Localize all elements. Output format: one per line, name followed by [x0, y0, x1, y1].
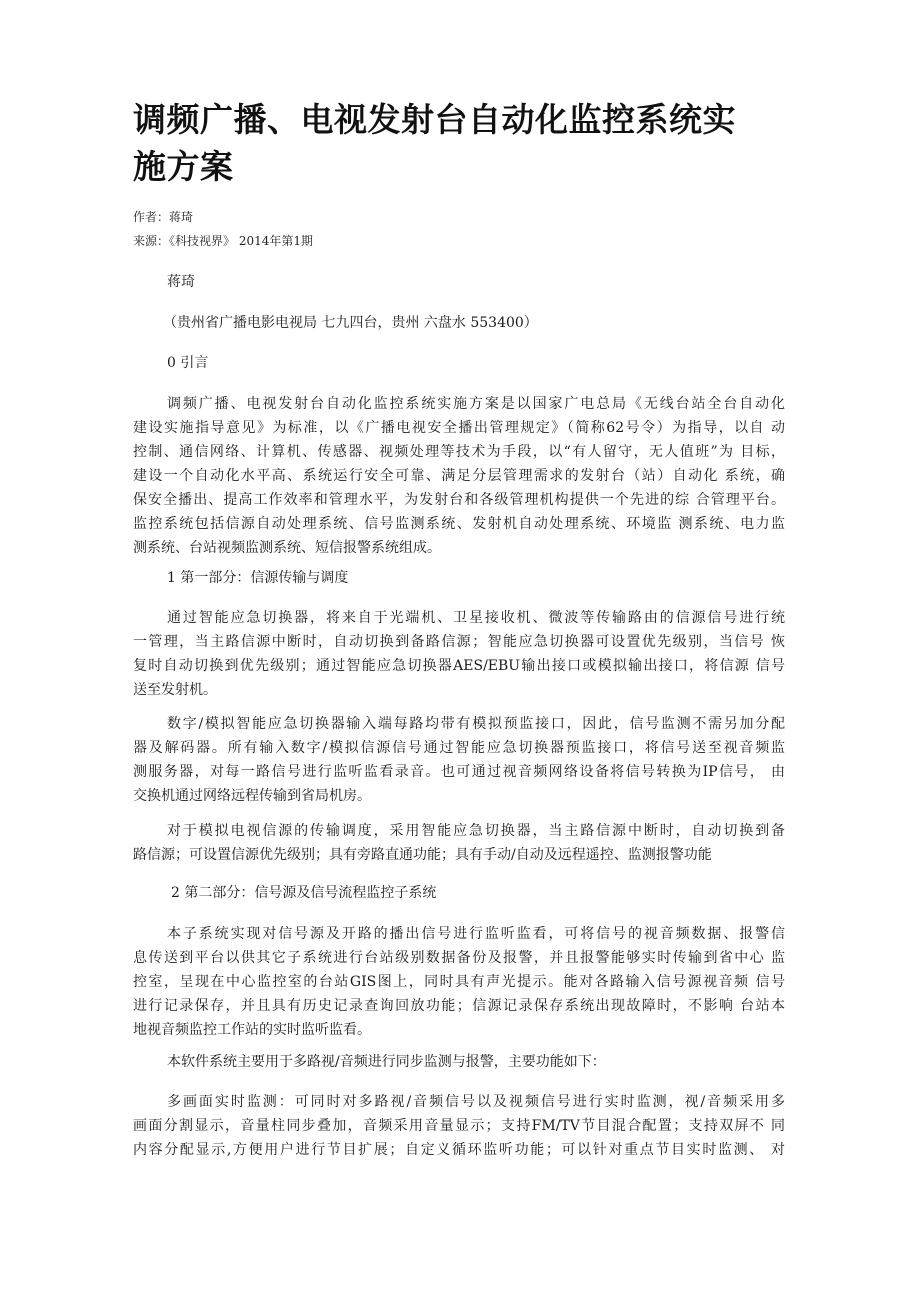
- title-line-1: 调频广播、电视发射台自动化监控系统实: [133, 100, 736, 139]
- affiliation: （贵州省广播电影电视局 七九四台，贵州 六盘水 553400）: [163, 315, 538, 331]
- paragraph-line: 保安全播出、提高工作效率和管理水平，为发射台和各级管理机构提供一个先进的综 合管理平台。: [133, 492, 785, 508]
- title-line-2: 施方案: [133, 147, 234, 186]
- paragraph-multiscreen: [133, 1090, 785, 1162]
- paragraph-line: 本子系统实现对信号源及开路的播出信号进行监听监看，可将信号的视音频数据、报警信: [167, 926, 785, 942]
- paragraph-line: 通过智能应急切换器，将来自于光端机、卫星接收机、微波等传输路由的信源信号进行统: [167, 610, 785, 626]
- paragraph-line: 多画面实时监测：可同时对多路视/音频信号以及视频信号进行实时监测，视/音频采用多: [167, 1094, 785, 1110]
- author-line: 作者：蒋琦: [133, 210, 194, 224]
- author-name: 蒋琦: [167, 274, 195, 290]
- paragraph-line: 建设实施指导意见》为标准，以《广播电视安全播出管理规定》（简称62号令）为指导，以自 动: [133, 420, 785, 436]
- paragraph-line: 监控系统包括信源自动处理系统、信号监测系统、发射机自动处理系统、环境监 测系统、电力监: [133, 516, 785, 532]
- paragraph-line: 数字/模拟智能应急切换器输入端每路均带有模拟预监接口，因此，信号监测不需另加分配: [167, 716, 785, 732]
- paragraph-line: 测系统、台站视频监测系统、短信报警系统组成。: [133, 540, 441, 556]
- source-line: 来源：《科技视界》 2014年第1期: [133, 234, 313, 248]
- paragraph-line: 地视音频监控工作站的实时监听监看。: [133, 1022, 371, 1038]
- paragraph-line: 调频广播、电视发射台自动化监控系统实施方案是以国家广电总局《无线台站全台自动化: [167, 396, 785, 412]
- paragraph-line: 一管理，当主路信源中断时，自动切换到备路信源；智能应急切换器可设置优先级别，当信号 恢: [133, 634, 785, 650]
- paragraph-line: 交换机通过网络远程传输到省局机房。: [133, 788, 371, 804]
- section-heading-part1: 1 第一部分：信源传输与调度: [167, 570, 349, 586]
- paragraph-line: 对于模拟电视信源的传输调度，采用智能应急切换器，当主路信源中断时，自动切换到备: [167, 823, 785, 839]
- paragraph-software-intro: 本软件系统主要用于多路视/音频进行同步监测与报警，主要功能如下：: [167, 1054, 606, 1070]
- paragraph-part1-c: [133, 819, 785, 867]
- paragraph-line: 测服务器，对每一路信号进行监听监看录音。也可通过视音频网络设备将信号转换为IP信号， 由: [133, 764, 785, 780]
- paragraph-line: 复时自动切换到优先级别；通过智能应急切换器AES/EBU输出接口或模拟输出接口，将信源 信号: [133, 658, 785, 674]
- paragraph-part1-a: [133, 606, 785, 702]
- paragraph-line: 内容分配显示,方便用户进行节目扩展；自定义循环监听功能；可以针对重点节目实时监测、 对: [133, 1142, 785, 1158]
- paragraph-line: 器及解码器。所有输入数字/模拟信源信号通过智能应急切换器预监接口，将信号送至视音频监: [133, 740, 785, 756]
- paragraph-line: 画面分割显示，音量柱同步叠加，音频采用音量显示；支持FM/TV节目混合配置；支持双屏不 同: [133, 1118, 785, 1134]
- section-heading-intro: 0 引言: [167, 355, 209, 371]
- paragraph-line: 控室，呈现在中心监控室的台站GIS图上，同时具有声光提示。能对各路输入信号源视音频 信号: [133, 974, 785, 990]
- paragraph-line: 送至发射机。: [133, 682, 217, 698]
- paragraph-part2-a: [133, 922, 785, 1042]
- paragraph-line: 息传送到平台以供其它子系统进行台站级别数据备份及报警，并且报警能够实时传输到省中心 监: [133, 950, 785, 966]
- paragraph-line: 进行记录保存，并且具有历史记录查询回放功能；信源记录保存系统出现故障时，不影响 台站本: [133, 998, 785, 1014]
- paragraph-line: 路信源；可设置信源优先级别；具有旁路直通功能；具有手动/自动及远程遥控、监测报警功能: [133, 847, 712, 863]
- section-heading-part2: 2 第二部分：信号源及信号流程监控子系统: [171, 885, 437, 901]
- document-title: [133, 96, 793, 190]
- paragraph-line: 控制、通信网络、计算机、传感器、视频处理等技术为手段，以“有人留守，无人值班”为 目标，: [133, 444, 785, 460]
- paragraph-intro: [133, 392, 785, 560]
- paragraph-line: 建设一个自动化水平高、系统运行安全可靠、满足分层管理需求的发射台（站）自动化 系统，确: [133, 468, 785, 484]
- paragraph-part1-b: [133, 712, 785, 808]
